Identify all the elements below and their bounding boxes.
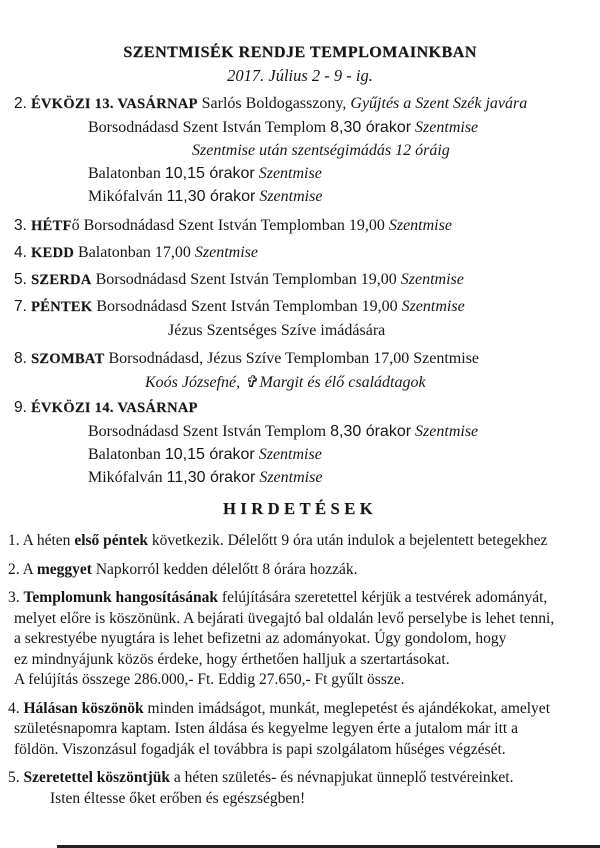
announcement-text: A <box>22 560 33 578</box>
announcement-first-line <box>8 588 594 609</box>
schedule-item-wednesday <box>14 268 600 292</box>
cross-icon: ✞ <box>244 374 258 391</box>
announcement-bold: első péntek <box>74 532 148 549</box>
mass-schedule <box>14 92 600 489</box>
mass-label: Szentmise <box>401 298 465 315</box>
collection-note: Gyűjtés a Szent Szék javára <box>350 95 528 112</box>
mass-place: Balatonban <box>88 446 161 463</box>
announcements-heading: HIRDETÉSEK <box>222 499 378 518</box>
announcement-line: születésnapomra kaptam. Isten áldása és kegyelme legyen érte a jutalom már itt a <box>14 720 518 737</box>
day-name: SZOMBAT <box>30 351 105 367</box>
announcement-sound-system <box>8 588 594 691</box>
day-number: 5. <box>14 271 27 288</box>
announcement-bold: Szeretettel köszöntjük <box>23 769 171 786</box>
mass-details: Borsodnádasd Szent István Templomban 19,00 <box>96 298 398 315</box>
day-name: ÉVKÖZI 14. VASÁRNAP <box>30 400 198 416</box>
intention-names: Koós Józsefné, <box>145 374 241 391</box>
announcement-first-friday <box>8 531 594 552</box>
mass-time: 11,30 órakor <box>166 188 256 205</box>
adoration-note: Szentmise után szentségimádás 12 óráig <box>192 142 450 159</box>
day-number: 4. <box>14 244 27 261</box>
announcement-text: minden imádságot, munkát, meglepetést és ajándékokat, amelyet <box>147 699 550 717</box>
intention-names: Margit és élő családtagok <box>259 374 426 391</box>
mass-line <box>88 443 600 466</box>
mass-place: Mikófalván <box>88 188 163 205</box>
schedule-item-saturday <box>14 347 600 371</box>
schedule-item-sunday-13 <box>14 92 600 116</box>
day-name: PÉNTEK <box>30 299 93 315</box>
sunday-14-masses <box>88 420 600 489</box>
announcement-line: földön. Viszonzásul fogadják el továbbra is papi szolgálatom hűséges végzését. <box>14 740 506 758</box>
announcement-line: a sekrestyébe nyugtára is lehet befizetni az adományokat. Úgy gondolom, hogy <box>14 630 507 647</box>
announcement-line: melyet előre is köszönünk. A bejárati üvegajtó bal oldalán levő perselybe is lehet tenni, <box>14 609 555 627</box>
announcement-line: Isten éltesse őket erőben és egészségben! <box>50 789 306 807</box>
day-name: HÉTF <box>30 218 72 234</box>
announcement-bold: Templomunk hangosításának <box>23 589 219 606</box>
mass-label: Szentmise <box>388 217 452 234</box>
announcement-line: A felújítás összege 286.000,- Ft. Eddig 27.650,- Ft gyűlt össze. <box>14 671 405 688</box>
mass-label: Szentmise <box>194 244 259 261</box>
mass-time: 8,30 órakor <box>330 423 412 440</box>
mass-line <box>88 185 600 208</box>
mass-time: 8,30 órakor <box>330 119 412 136</box>
announcement-text: a héten születés- és névnapjukat ünneplő testvéreinket. <box>173 769 514 786</box>
announcement-bold: meggyet <box>36 560 92 578</box>
mass-label: Szentmise <box>415 119 479 136</box>
mass-label: Szentmise <box>258 446 322 463</box>
announcement-text: következik. Délelőtt 9 óra után indulok a bejelentett betegekhez <box>151 532 548 549</box>
announcement-text: felújítására szeretettel kérjük a testvérek adományát, <box>221 589 548 606</box>
announcement-text: Napkorról kedden délelőtt 8 órára hozzák. <box>95 560 358 578</box>
sacred-heart-note: Jézus Szentséges Szíve imádására <box>168 322 386 339</box>
day-name: ÉVKÖZI 13. VASÁRNAP <box>30 96 198 112</box>
schedule-item-friday <box>14 295 600 319</box>
day-number: 7. <box>14 298 27 315</box>
announcement-cherries <box>8 560 594 581</box>
announcement-line: ez mindnyájunk közös érdeke, hogy érthetően halljuk a szertartásokat. <box>14 650 450 668</box>
announcement-bold: Hálásan köszönök <box>23 699 144 717</box>
mass-label: Szentmise <box>415 423 479 440</box>
mass-label: Szentmise <box>259 188 323 205</box>
feast-name: Sarlós Boldogasszony, <box>201 95 347 112</box>
day-number: 3. <box>14 217 27 234</box>
announcement-first-line <box>8 699 594 720</box>
mass-place: Borsodnádasd Szent István Templom <box>88 119 327 136</box>
mass-label: Szentmise <box>258 165 322 182</box>
mass-line <box>88 420 600 443</box>
page-title: SZENTMISÉK RENDJE TEMPLOMAINKBAN <box>123 44 477 61</box>
schedule-item-tuesday <box>14 241 600 265</box>
announcement-number: 5. <box>8 769 20 786</box>
mass-details: Balatonban 17,00 <box>78 244 191 261</box>
mass-details: Borsodnádasd Szent István Templomban 19,00 <box>95 271 397 288</box>
mass-label: Szentmise <box>259 469 323 486</box>
mass-details: Borsodnádasd, Jézus Szíve Templomban 17,00 Szentmise <box>108 350 480 367</box>
date-range: 2017. Július 2 - 9 - ig. <box>227 66 373 85</box>
mass-intention <box>145 371 600 394</box>
mass-place: Balatonban <box>88 165 161 182</box>
announcements-list <box>8 531 594 809</box>
day-number: 8. <box>14 350 27 367</box>
mass-line <box>88 466 600 489</box>
mass-line <box>88 162 600 185</box>
day-name: KEDD <box>30 245 75 261</box>
day-number: 9. <box>14 399 27 416</box>
day-name-suffix: ő <box>71 217 80 234</box>
schedule-item-sunday-14 <box>14 396 600 420</box>
mass-place: Borsodnádasd Szent István Templom <box>88 423 327 440</box>
announcement-text: A héten <box>22 532 71 549</box>
mass-place: Mikófalván <box>88 469 163 486</box>
announcement-first-line <box>8 768 594 789</box>
announcement-number: 2. <box>8 560 20 578</box>
mass-line <box>88 116 600 139</box>
announcement-number: 4. <box>8 699 20 717</box>
announcement-thanks <box>8 699 594 761</box>
announcement-number: 3. <box>8 589 20 606</box>
mass-time: 10,15 órakor <box>164 165 255 182</box>
day-number: 2. <box>14 95 27 112</box>
mass-time: 10,15 órakor <box>164 446 255 463</box>
mass-time: 11,30 órakor <box>166 469 256 486</box>
mass-details: Borsodnádasd Szent István Templomban 19,00 <box>83 217 385 234</box>
schedule-item-monday <box>14 214 600 238</box>
announcement-number: 1. <box>8 532 20 549</box>
sunday-13-masses <box>88 116 600 208</box>
mass-label: Szentmise <box>400 271 464 288</box>
day-name: SZERDA <box>30 272 92 288</box>
announcement-birthdays <box>8 768 594 809</box>
